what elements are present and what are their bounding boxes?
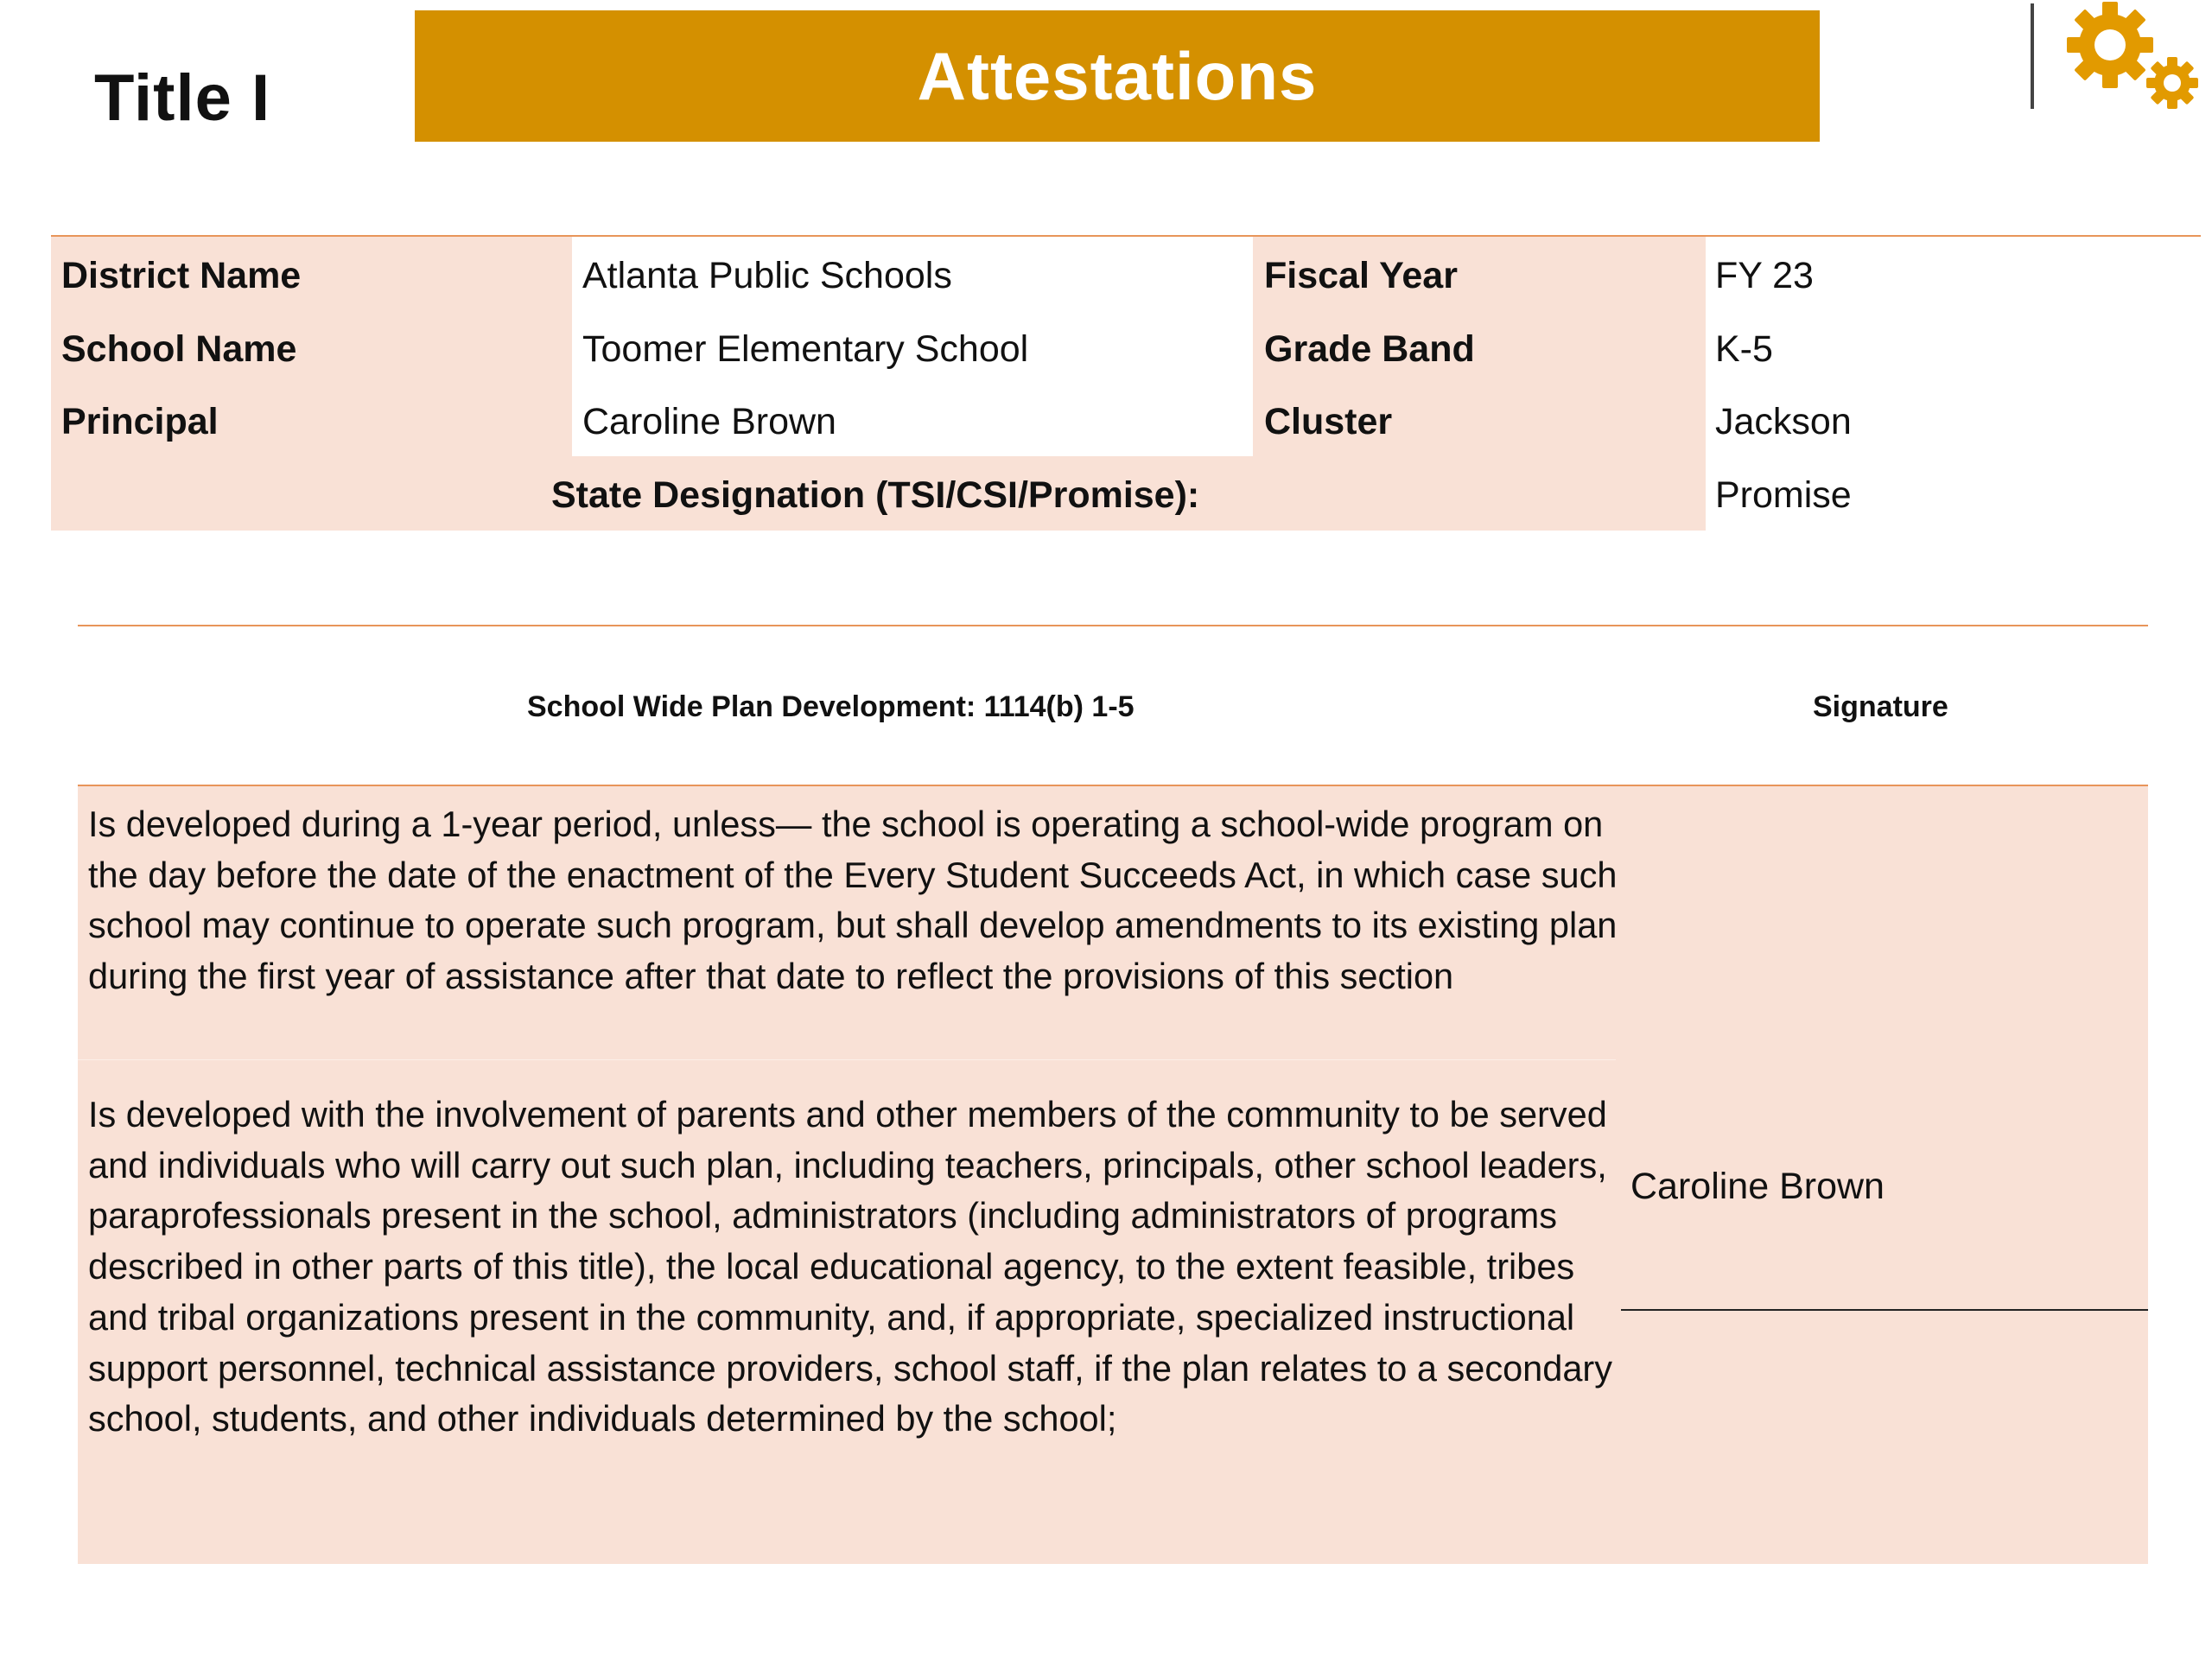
- grade-band-label: Grade Band: [1264, 328, 1475, 370]
- grade-band-value: K-5: [1715, 328, 1773, 370]
- signature-heading: Signature: [1813, 690, 1948, 723]
- banner-title: Attestations: [917, 37, 1318, 114]
- district-name-label: District Name: [61, 255, 302, 296]
- page-title-label: Title I: [94, 61, 271, 135]
- principal-value: Caroline Brown: [582, 401, 836, 442]
- principal-label: Principal: [61, 401, 219, 442]
- fiscal-year-value: FY 23: [1715, 255, 1814, 296]
- attestation-paragraph-2: Is developed with the involvement of parents and other members of the community to be served and individuals who will carry out such plan, including teachers, principals, other school leaders, paraprofessionals present in the school, administrators (including administrators of programs described in other parts of this title), the local educational agency, to the extent feasible, tribes and tribal organizations present in the community, and, if appropriate, specialized instructional support personnel, technical assistance providers, school staff, if the plan relates to a secondary school, students, and other individuals determined by the school;: [88, 1094, 1612, 1440]
- district-name-value: Atlanta Public Schools: [582, 255, 952, 296]
- large-gear-icon: [2067, 2, 2153, 88]
- state-designation-label: State Designation (TSI/CSI/Promise):: [551, 474, 1200, 516]
- small-gear-icon: [2146, 57, 2198, 109]
- logo-divider: [2031, 3, 2034, 109]
- section-top-divider: [78, 625, 2148, 626]
- fiscal-year-label: Fiscal Year: [1264, 255, 1458, 296]
- cluster-value: Jackson: [1715, 401, 1852, 442]
- paragraph-divider: [78, 1059, 1616, 1060]
- state-designation-value: Promise: [1715, 474, 1852, 516]
- signature-name: Caroline Brown: [1630, 1166, 1885, 1207]
- school-name-label: School Name: [61, 328, 297, 370]
- signature-line: [1621, 1309, 2148, 1311]
- cluster-label: Cluster: [1264, 401, 1393, 442]
- attestations-banner: [415, 10, 1820, 142]
- school-name-value: Toomer Elementary School: [582, 328, 1029, 370]
- attestation-paragraph-1: Is developed during a 1-year period, unless— the school is operating a school-wide program on the day before the date of the enactment of the Every Student Succeeds Act, in which case such school may continue to operate such program, but shall develop amendments to its existing plan during the first year of assistance after that date to reflect the provisions of this section: [88, 804, 1618, 997]
- gears-icon: [2053, 0, 2212, 121]
- plan-development-heading: School Wide Plan Development: 1114(b) 1-5: [527, 690, 1135, 723]
